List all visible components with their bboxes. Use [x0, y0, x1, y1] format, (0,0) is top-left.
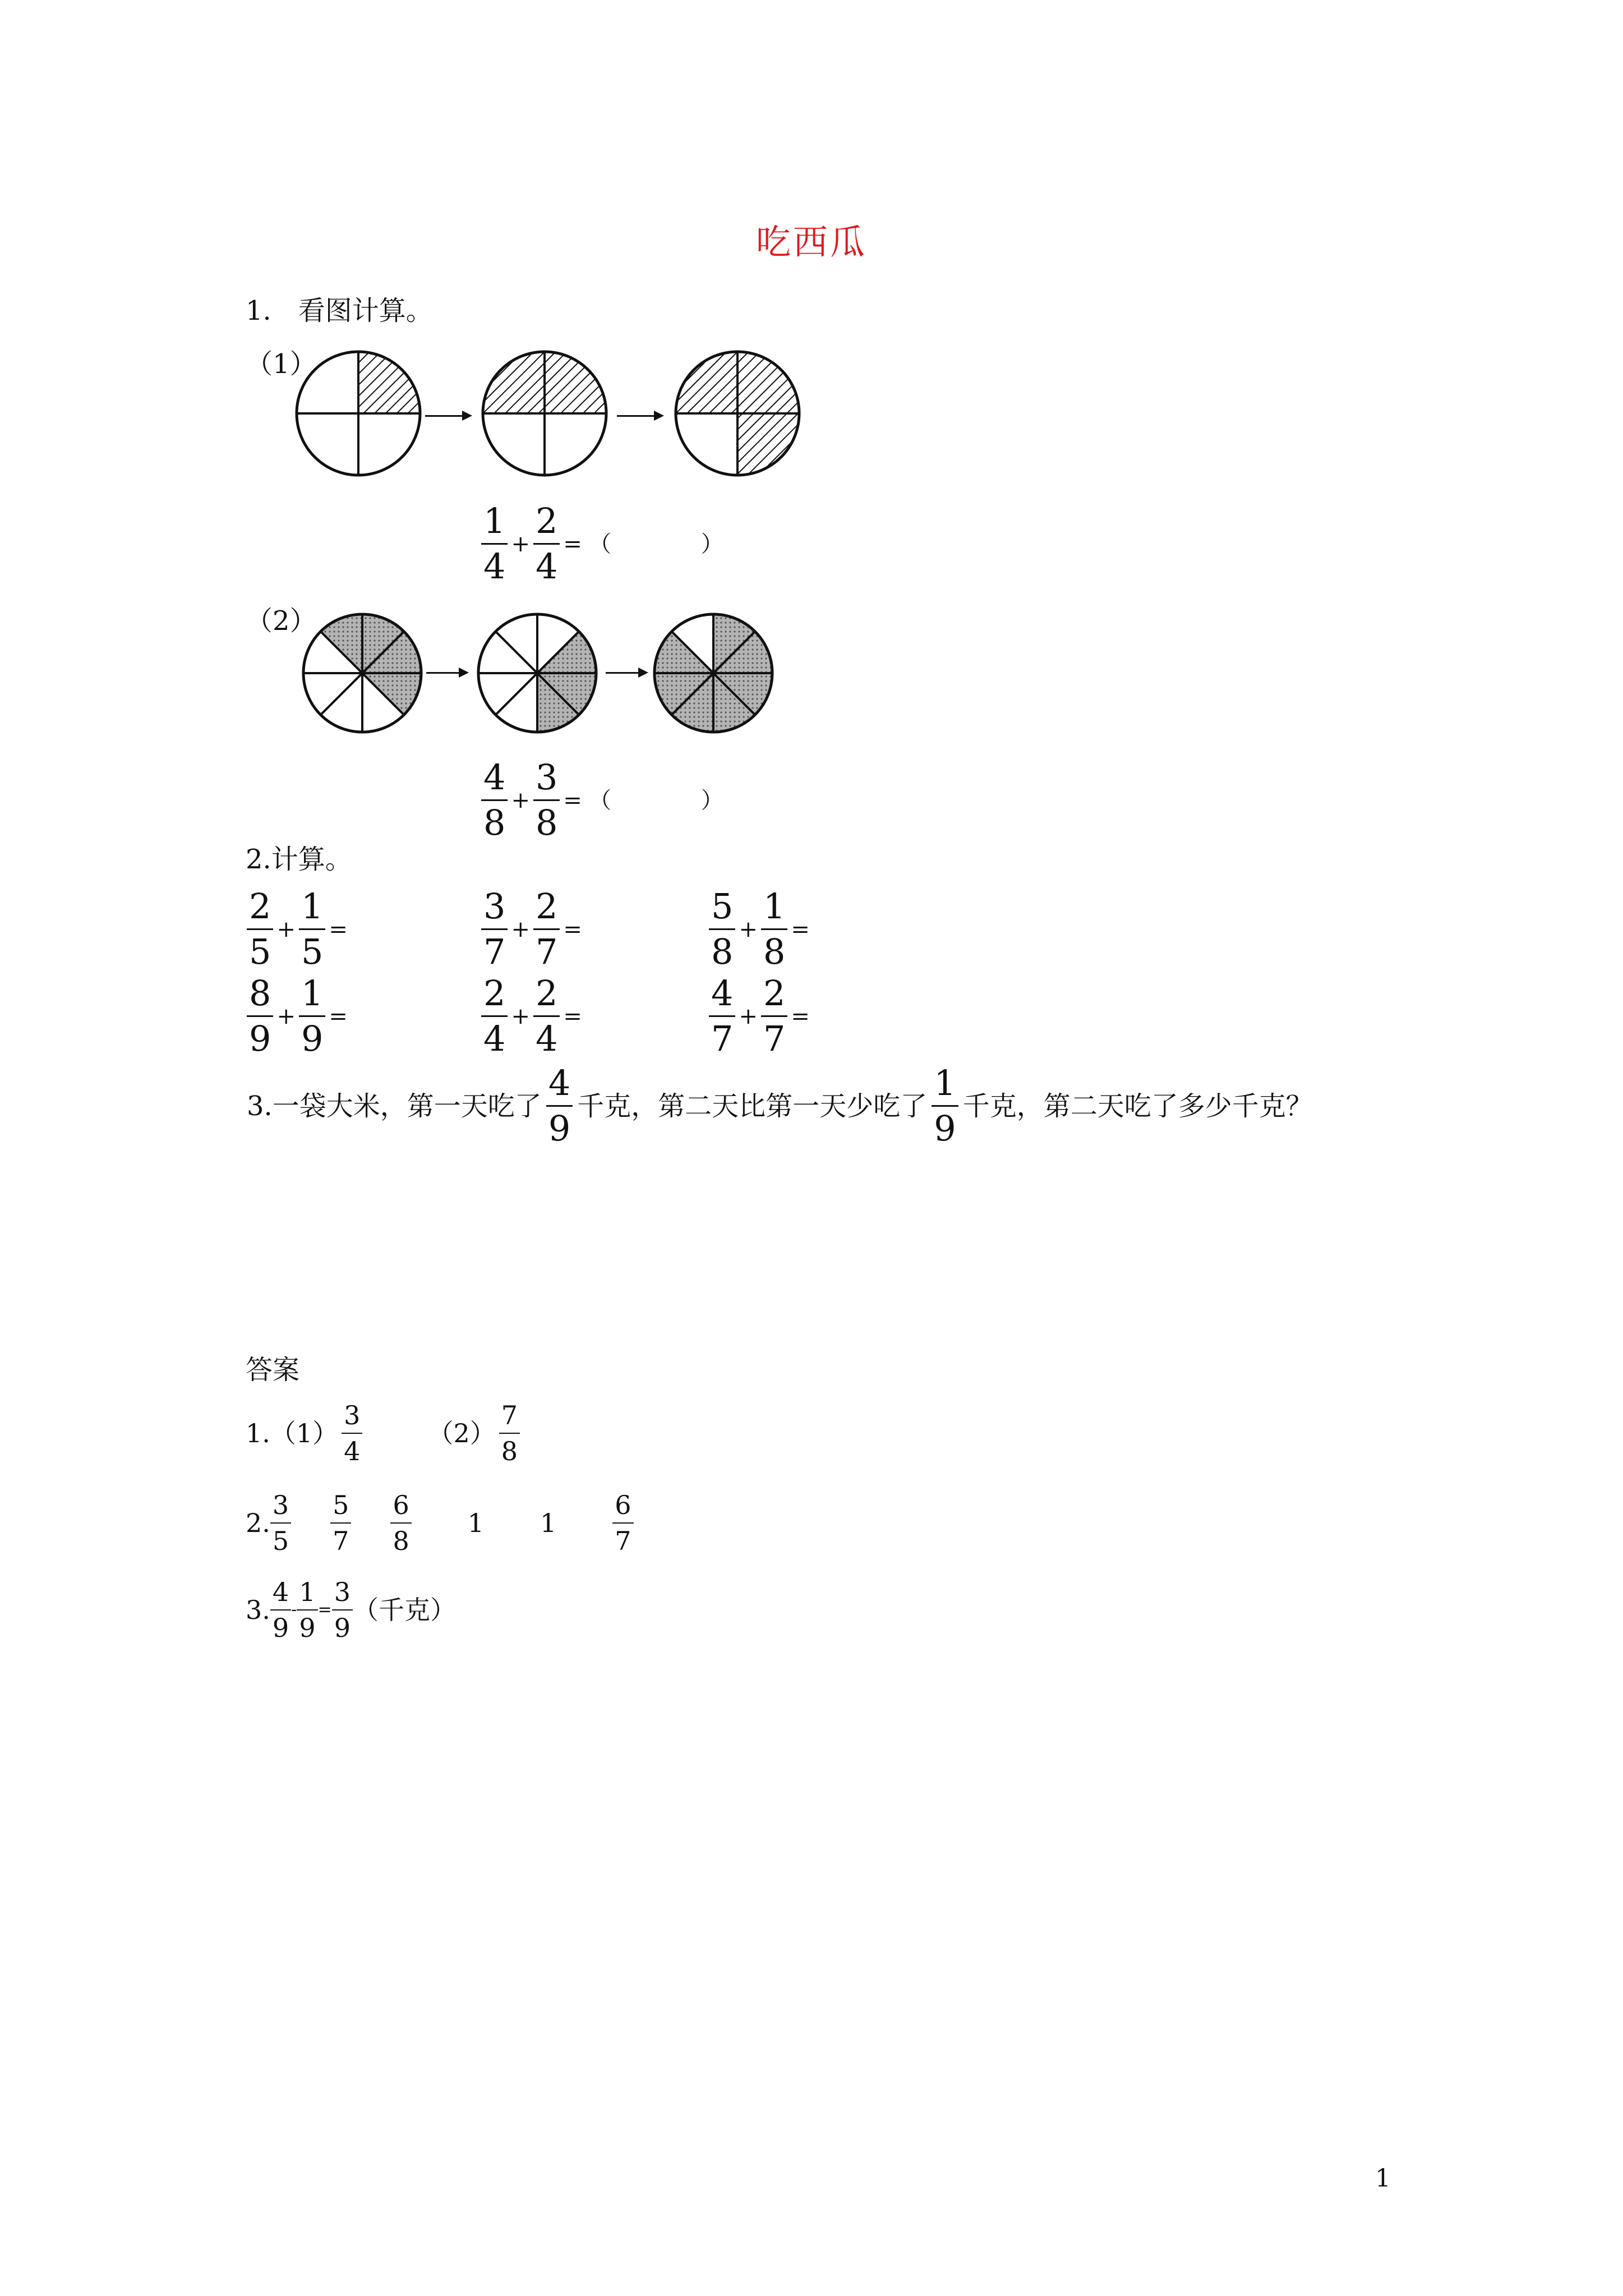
- arrow-2a: [426, 672, 467, 674]
- page-number: 1: [1375, 2164, 1391, 2193]
- circle-2-four-eighths-shaded: [301, 611, 424, 735]
- answer-1: 1.（1） $\frac{3}{4}$ （2） $\frac{7}{8}$: [246, 1402, 523, 1464]
- problem-5: $\frac{2}{4}$ + $\frac{2}{4}$ =: [481, 976, 585, 1056]
- answer-blank-1: （ ）: [588, 531, 723, 557]
- page-title: 吃西瓜: [755, 222, 867, 263]
- arrow-2b: [606, 672, 646, 674]
- equation-2: $\frac{4}{8}$ + $\frac{3}{8}$ = （ ）: [481, 760, 727, 840]
- arrow-1a: [425, 415, 470, 417]
- circle-1-quarter-shaded: [294, 349, 423, 478]
- problem-4: $\frac{8}{9}$ + $\frac{1}{9}$ =: [247, 976, 351, 1056]
- fraction-2-4: $\frac{2}{4}$: [533, 504, 560, 584]
- problem-2: $\frac{3}{7}$ + $\frac{2}{7}$ =: [481, 889, 585, 969]
- answer-3: 3. $\frac{4}{9}$ - $\frac{1}{9}$ = $\frac{3}{9}$ （千克）: [246, 1577, 457, 1643]
- question-3: 3.一袋大米，第一天吃了 $\frac{4}{9}$ 千克，第二天比第一天少吃了 $\frac{1}{9}$ 千克，第二天吃了多少千克？: [247, 1062, 1313, 1149]
- fraction-3-8: $\frac{3}{8}$: [533, 760, 560, 840]
- circle-1-three-quarters-shaded: [673, 349, 802, 478]
- circle-2-seven-eighths-shaded: [652, 611, 775, 735]
- question-2-heading: 2.计算。: [246, 844, 352, 875]
- equation-1: $\frac{1}{4}$ + $\frac{2}{4}$ = （ ）: [481, 504, 727, 584]
- part-2-label: （2）: [246, 605, 317, 637]
- answers-heading: 答案: [246, 1354, 300, 1386]
- part-1-label: （1）: [246, 348, 317, 380]
- question-1-heading: 1. 看图计算。: [246, 295, 433, 326]
- circle-2-three-eighths-shaded: [476, 611, 599, 735]
- answer-blank-2: （ ）: [588, 787, 723, 813]
- circle-1-half-shaded: [480, 349, 609, 478]
- arrow-1b: [617, 415, 662, 417]
- problem-6: $\frac{4}{7}$ + $\frac{2}{7}$ =: [709, 976, 813, 1056]
- fraction-1-4: $\frac{1}{4}$: [481, 504, 508, 584]
- answer-2: 2. $\frac{3}{5}$ $\frac{5}{7}$ $\frac{6}{8}$ 1 1 $\frac{6}{7}$: [246, 1492, 634, 1554]
- problem-1: $\frac{2}{5}$ + $\frac{1}{5}$ =: [247, 889, 351, 969]
- fraction-4-8: $\frac{4}{8}$: [481, 760, 508, 840]
- problem-3: $\frac{5}{8}$ + $\frac{1}{8}$ =: [709, 889, 813, 969]
